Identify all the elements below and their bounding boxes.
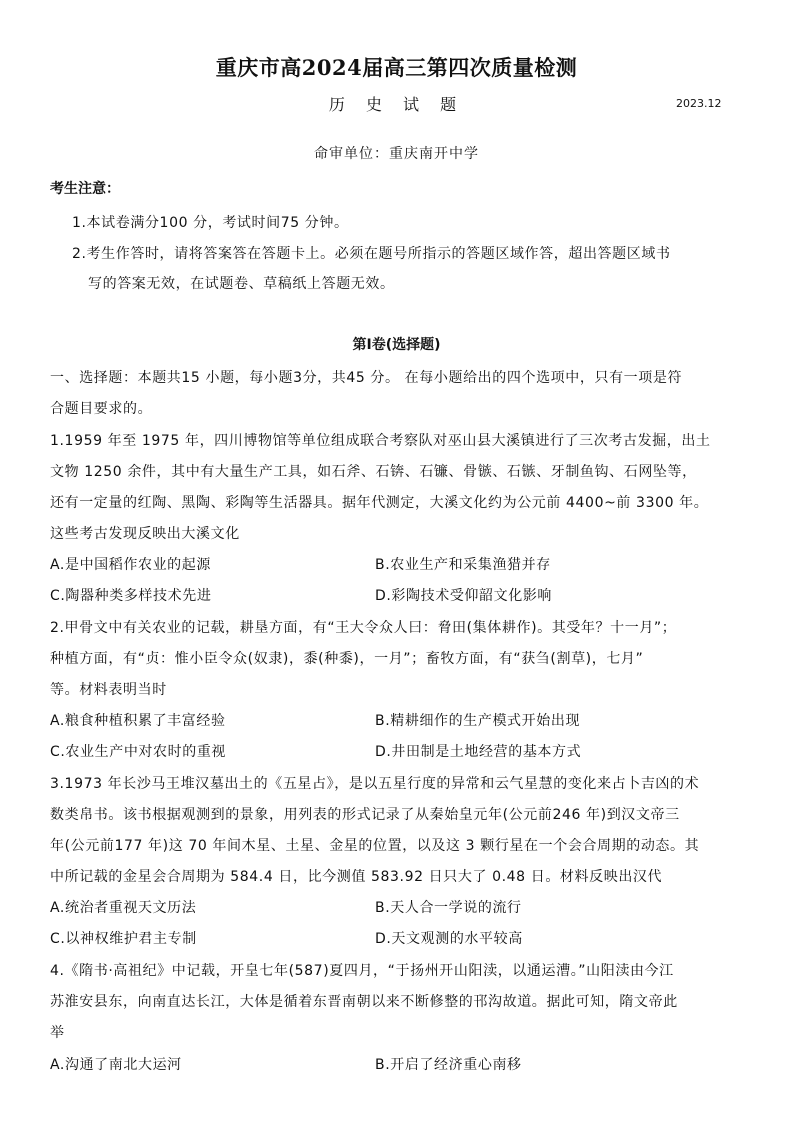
question-text: 1.1959 年至 1975 年，四川博物馆等单位组成联合考察队对巫山县大溪镇进行了三次考古发掘，出土: [50, 433, 711, 449]
option-c: C.农业生产中对农时的重视: [50, 744, 227, 760]
option-a: A.沟通了南北大运河: [50, 1057, 182, 1073]
question-text: 等。材料表明当时: [50, 682, 167, 698]
option-b: B.精耕细作的生产模式开始出现: [375, 713, 581, 729]
notice-item: 2.考生作答时，请将答案答在答题卡上。必须在题号所指示的答题区域作答，超出答题区域书: [72, 246, 671, 262]
exam-title: 重庆市高2024届高三第四次质量检测: [215, 55, 578, 80]
question-text: 数类帛书。该书根据观测到的景象，用列表的形式记录了从秦始皇元年(公元前246 年)到汉文帝三: [50, 807, 680, 823]
subject-title: 历 史 试 题: [328, 95, 465, 114]
question-text: 4.《隋书·高祖纪》中记载，开皇七年(587)夏四月，“于扬州开山阳渎，以通运漕。”山阳渎由今江: [50, 963, 674, 979]
option-d: D.井田制是土地经营的基本方式: [375, 744, 582, 760]
option-b: B.农业生产和采集渔猎并存: [375, 557, 551, 573]
question-text: 年(公元前177 年)这 70 年间木星、土星、金星的位置，以及这 3 颗行星在一个会合周期的动态。其: [50, 838, 700, 854]
option-a: A.粮食种植积累了丰富经验: [50, 713, 226, 729]
question-text: 苏淮安县东，向南直达长江，大体是循着东晋南朝以来不断修整的邗沟故道。据此可知，隋文帝此: [50, 994, 678, 1010]
option-a: A.统治者重视天文历法: [50, 900, 197, 916]
notice-item: 1.本试卷满分100 分，考试时间75 分钟。: [72, 215, 349, 231]
option-c: C.陶器种类多样技术先进: [50, 588, 212, 604]
question-text: 还有一定量的红陶、黑陶、彩陶等生活器具。据年代测定，大溪文化约为公元前 4400~前 3300 年。: [50, 495, 709, 511]
question-text: 文物 1250 余件，其中有大量生产工具，如石斧、石锛、石镰、骨镞、石镞、牙制鱼钩、石网坠等，: [50, 464, 697, 480]
question-text: 种植方面，有“贞：惟小臣令众(奴隶)，黍(种黍)，一月”；畜牧方面，有“获刍(割草)，七月”: [50, 651, 644, 667]
notice-item: 写的答案无效，在试题卷、草稿纸上答题无效。: [88, 276, 395, 292]
option-d: D.天文观测的水平较高: [375, 931, 523, 947]
question-text: 这些考古发现反映出大溪文化: [50, 526, 240, 542]
question-text: 中所记载的金星会合周期为 584.4 日，比今测值 583.92 日只大了 0.48 日。材料反映出汉代: [50, 869, 663, 885]
section-title: 第Ⅰ卷(选择题): [352, 337, 441, 353]
question-text: 2.甲骨文中有关农业的记载，耕垦方面，有“王大令众人曰：脅田(集体耕作)。其受年？十一月”；: [50, 620, 677, 636]
option-c: C.以神权维护君主专制: [50, 931, 197, 947]
section-instructions: 合题目要求的。: [50, 401, 153, 417]
option-b: B.开启了经济重心南移: [375, 1057, 522, 1073]
option-b: B.天人合一学说的流行: [375, 900, 522, 916]
option-a: A.是中国稻作农业的起源: [50, 557, 211, 573]
section-instructions: 一、选择题：本题共15 小题，每小题3分，共45 分。 在每小题给出的四个选项中，只有一项是符: [50, 370, 683, 386]
setter-unit: 命审单位：重庆南开中学: [314, 146, 479, 162]
notice-heading: 考生注意：: [50, 181, 120, 197]
option-d: D.彩陶技术受仰韶文化影响: [375, 588, 553, 604]
question-text: 3.1973 年长沙马王堆汉墓出土的《五星占》，是以五星行度的异常和云气星慧的变化来占卜吉凶的术: [50, 776, 700, 792]
question-text: 举: [50, 1025, 65, 1041]
exam-date: 2023.12: [676, 97, 722, 110]
